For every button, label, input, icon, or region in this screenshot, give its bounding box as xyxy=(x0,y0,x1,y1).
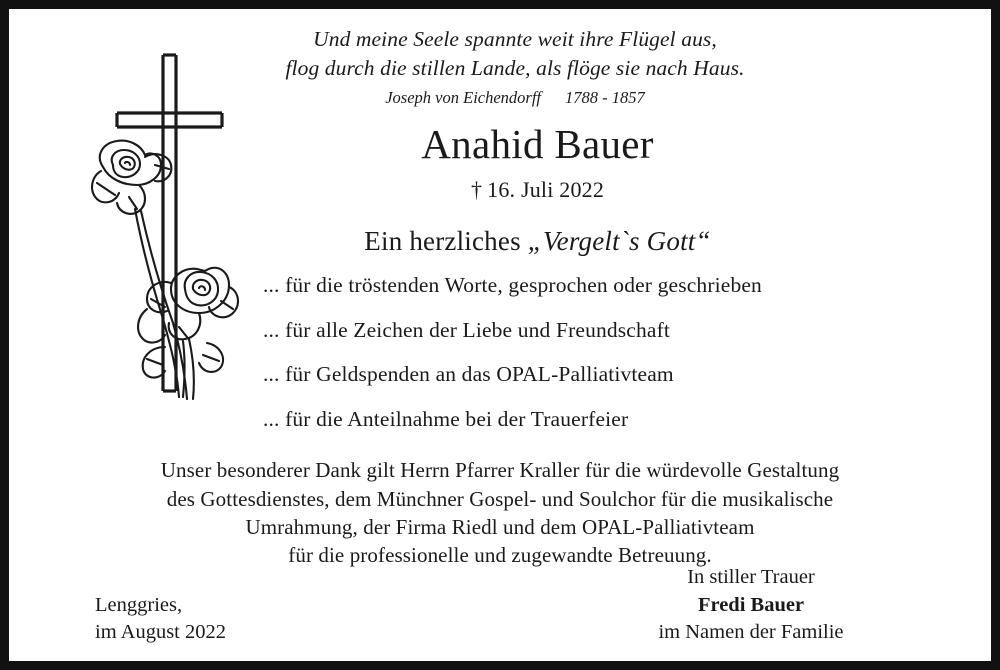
thanks-item: ... für Geldspenden an das OPAL-Palliativteam xyxy=(263,362,674,387)
thanks-heading-quote: „Vergelt`s Gott“ xyxy=(527,226,711,257)
paragraph-line-1: Unser besonderer Dank gilt Herrn Pfarrer Kraller für die würdevolle Gestaltung xyxy=(160,458,840,483)
paragraph-line-3: Umrahmung, der Firma Riedl und dem OPAL-Palliativteam xyxy=(245,514,755,539)
footer-place: Lenggries, xyxy=(95,593,183,616)
obituary-content xyxy=(9,9,991,661)
mourner-suffix: im Namen der Familie xyxy=(658,621,844,644)
verse-line-2: flog durch die stillen Lande, als flöge sie nach Haus. xyxy=(285,55,745,80)
thanks-heading-prefix: Ein herzliches xyxy=(364,226,528,257)
verse-author: Joseph von Eichendorff xyxy=(385,88,542,108)
mourner-line xyxy=(535,592,967,647)
mourner-name: Fredi Bauer xyxy=(697,593,805,616)
footer-place-date xyxy=(33,592,515,647)
cross-symbol-icon: † xyxy=(470,177,483,203)
verse-author-years: 1788 - 1857 xyxy=(565,88,645,108)
footer-mourners xyxy=(515,564,967,647)
paragraph-line-2: des Gottesdienstes, dem Münchner Gospel- und Soulchor für die musikalische xyxy=(166,486,834,511)
paragraph-line-4: für die professionelle und zugewandte Betreuung. xyxy=(288,543,712,568)
gratitude-paragraph xyxy=(33,456,967,569)
deceased-name: Anahid Bauer xyxy=(421,121,654,168)
death-date: 16. Juli 2022 xyxy=(487,177,605,203)
thanks-item: ... für die tröstenden Worte, gesprochen oder geschrieben xyxy=(263,273,762,298)
thanks-item: ... für die Anteilnahme bei der Trauerfeier xyxy=(263,406,629,431)
mourning-label: In stiller Trauer xyxy=(687,565,815,588)
verse-line-1: Und meine Seele spannte weit ihre Flügel aus, xyxy=(313,27,717,51)
footer xyxy=(33,564,967,647)
footer-date: im August 2022 xyxy=(95,621,226,644)
thanks-item: ... für alle Zeichen der Liebe und Freundschaft xyxy=(263,317,671,342)
cross-with-roses-icon xyxy=(79,51,239,406)
